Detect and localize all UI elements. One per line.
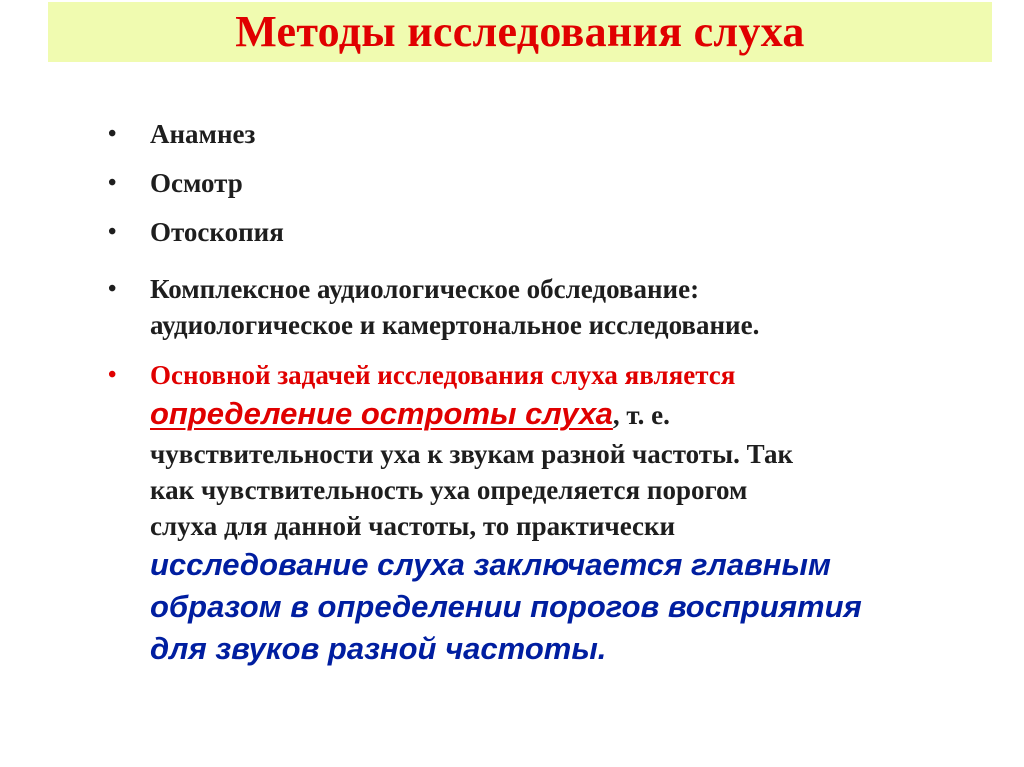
list-item-text: Отоскопия <box>150 217 284 247</box>
list-item-examination <box>108 165 988 201</box>
list-item-audiology <box>108 271 988 343</box>
bullet-dot: • <box>108 362 117 388</box>
slide-title: Методы исследования слуха <box>235 7 805 56</box>
list-item-text <box>150 271 988 343</box>
main-point-line-4: как чувствительность уха определяется порогом <box>150 475 748 505</box>
bullet-dot: • <box>108 219 117 245</box>
bullet-dot: • <box>108 121 117 147</box>
blue-emphasis-line-2: образом в определении порогов восприятия <box>150 589 862 624</box>
bullet-list <box>108 116 988 670</box>
list-item-anamnesis <box>108 116 988 152</box>
list-item-otoscopy <box>108 214 988 250</box>
main-point-lead: Основной задачей исследования слуха является <box>150 360 736 390</box>
main-point-line-3: чувствительности уха к звукам разной частоты. Так <box>150 439 794 469</box>
audiology-line-1: Комплексное аудиологическое обследование: <box>150 274 700 304</box>
main-point-after-emphasis: , т. е. <box>612 400 670 430</box>
list-item-main-point <box>108 357 988 670</box>
bullet-dot: • <box>108 170 117 196</box>
hearing-acuity-emphasis: определение остроты слуха <box>150 396 613 431</box>
bullet-dot: • <box>108 276 117 302</box>
title-banner <box>48 2 992 62</box>
main-point-line-2 <box>150 393 988 436</box>
audiology-line-2: аудиологическое и камертональное исследование. <box>150 310 760 340</box>
main-point-text <box>150 357 988 670</box>
list-item-text: Осмотр <box>150 168 243 198</box>
blue-emphasis-line-3: для звуков разной частоты. <box>150 631 607 666</box>
main-point-line-5: слуха для данной частоты, то практически <box>150 511 676 541</box>
blue-emphasis-line-1: исследование слуха заключается главным <box>150 547 831 582</box>
list-item-text: Анамнез <box>150 119 256 149</box>
